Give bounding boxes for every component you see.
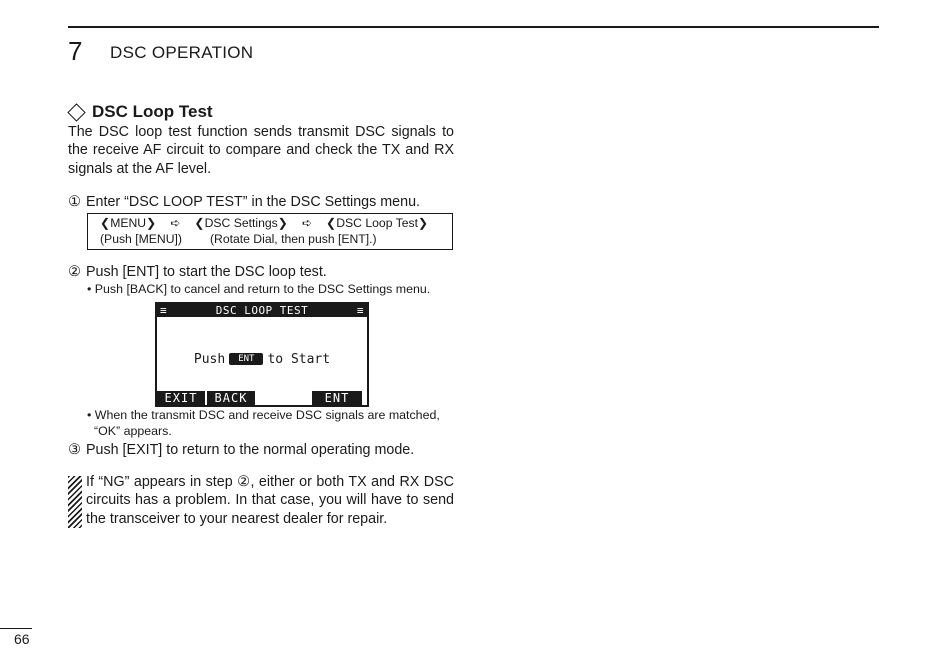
ent-key-chip: ENT [229, 353, 263, 365]
lcd-screen [155, 302, 369, 407]
lcd-msg-text: Push [193, 352, 226, 367]
arrow-icon: ➪ [301, 216, 313, 230]
menu-path-item: ❮DSC Settings❯ [194, 216, 288, 230]
menu-hint: (Rotate Dial, then push [ENT].) [209, 232, 377, 246]
menu-path-row [100, 216, 428, 231]
chapter-title: DSC OPERATION [110, 43, 254, 62]
step-number: ② [68, 264, 81, 280]
step-3 [68, 441, 454, 459]
page-number: 66 [14, 631, 30, 647]
bullet-ok-line1: • When the transmit DSC and receive DSC signals are matched, [87, 408, 440, 422]
arrow-icon: ➪ [170, 216, 181, 230]
exit-softkey[interactable]: EXIT [157, 391, 205, 405]
bullet-ok [87, 407, 457, 439]
lcd-msg-text: to Start [267, 352, 331, 367]
bullet-ok-line2: “OK” appears. [94, 424, 172, 438]
softkey-spacer [255, 391, 312, 405]
page-number-rule [0, 628, 32, 629]
lcd-title-bar [157, 304, 367, 317]
step-text: Push [ENT] to start the DSC loop test. [86, 264, 327, 280]
lcd-title: DSC LOOP TEST [215, 304, 309, 317]
bullet-cancel: • Push [BACK] to cancel and return to the DSC Settings menu. [87, 282, 431, 296]
diamond-outline-icon [67, 103, 85, 121]
step-text: Enter “DSC LOOP TEST” in the DSC Settings menu. [86, 194, 420, 210]
step-1 [68, 193, 454, 211]
step-number: ③ [68, 442, 81, 458]
ent-softkey[interactable]: ENT [312, 391, 362, 405]
chapter-number: 7 [68, 36, 83, 66]
step-2 [68, 263, 454, 281]
menu-icon: ≡ [356, 304, 364, 317]
section-heading [68, 102, 213, 122]
lcd-message [157, 352, 367, 368]
section-title: DSC Loop Test [92, 102, 213, 121]
step-number: ① [68, 194, 81, 210]
step-text: Push [EXIT] to return to the normal operating mode. [86, 442, 415, 458]
menu-hint-row [100, 232, 377, 247]
menu-path-item: ❮MENU❯ [100, 216, 157, 230]
lcd-softkeys [157, 391, 367, 405]
menu-hint: (Push [MENU]) [100, 232, 182, 246]
menu-path-item: ❮DSC Loop Test❯ [326, 216, 429, 230]
hatched-note-icon [68, 476, 82, 528]
menu-icon: ≡ [160, 304, 168, 317]
header-rule [68, 26, 879, 28]
intro-paragraph: The DSC loop test function sends transmit DSC signals to the receive AF circuit to compare and check the TX and RX signals at the AF level. [68, 124, 454, 177]
note-text: If “NG” appears in step ②, either or both TX and RX DSC circuits has a problem. In that case, you will have to send the transceiver to your nearest dealer for repair. [86, 474, 454, 527]
menu-path-box [87, 213, 453, 250]
back-softkey[interactable]: BACK [207, 391, 255, 405]
